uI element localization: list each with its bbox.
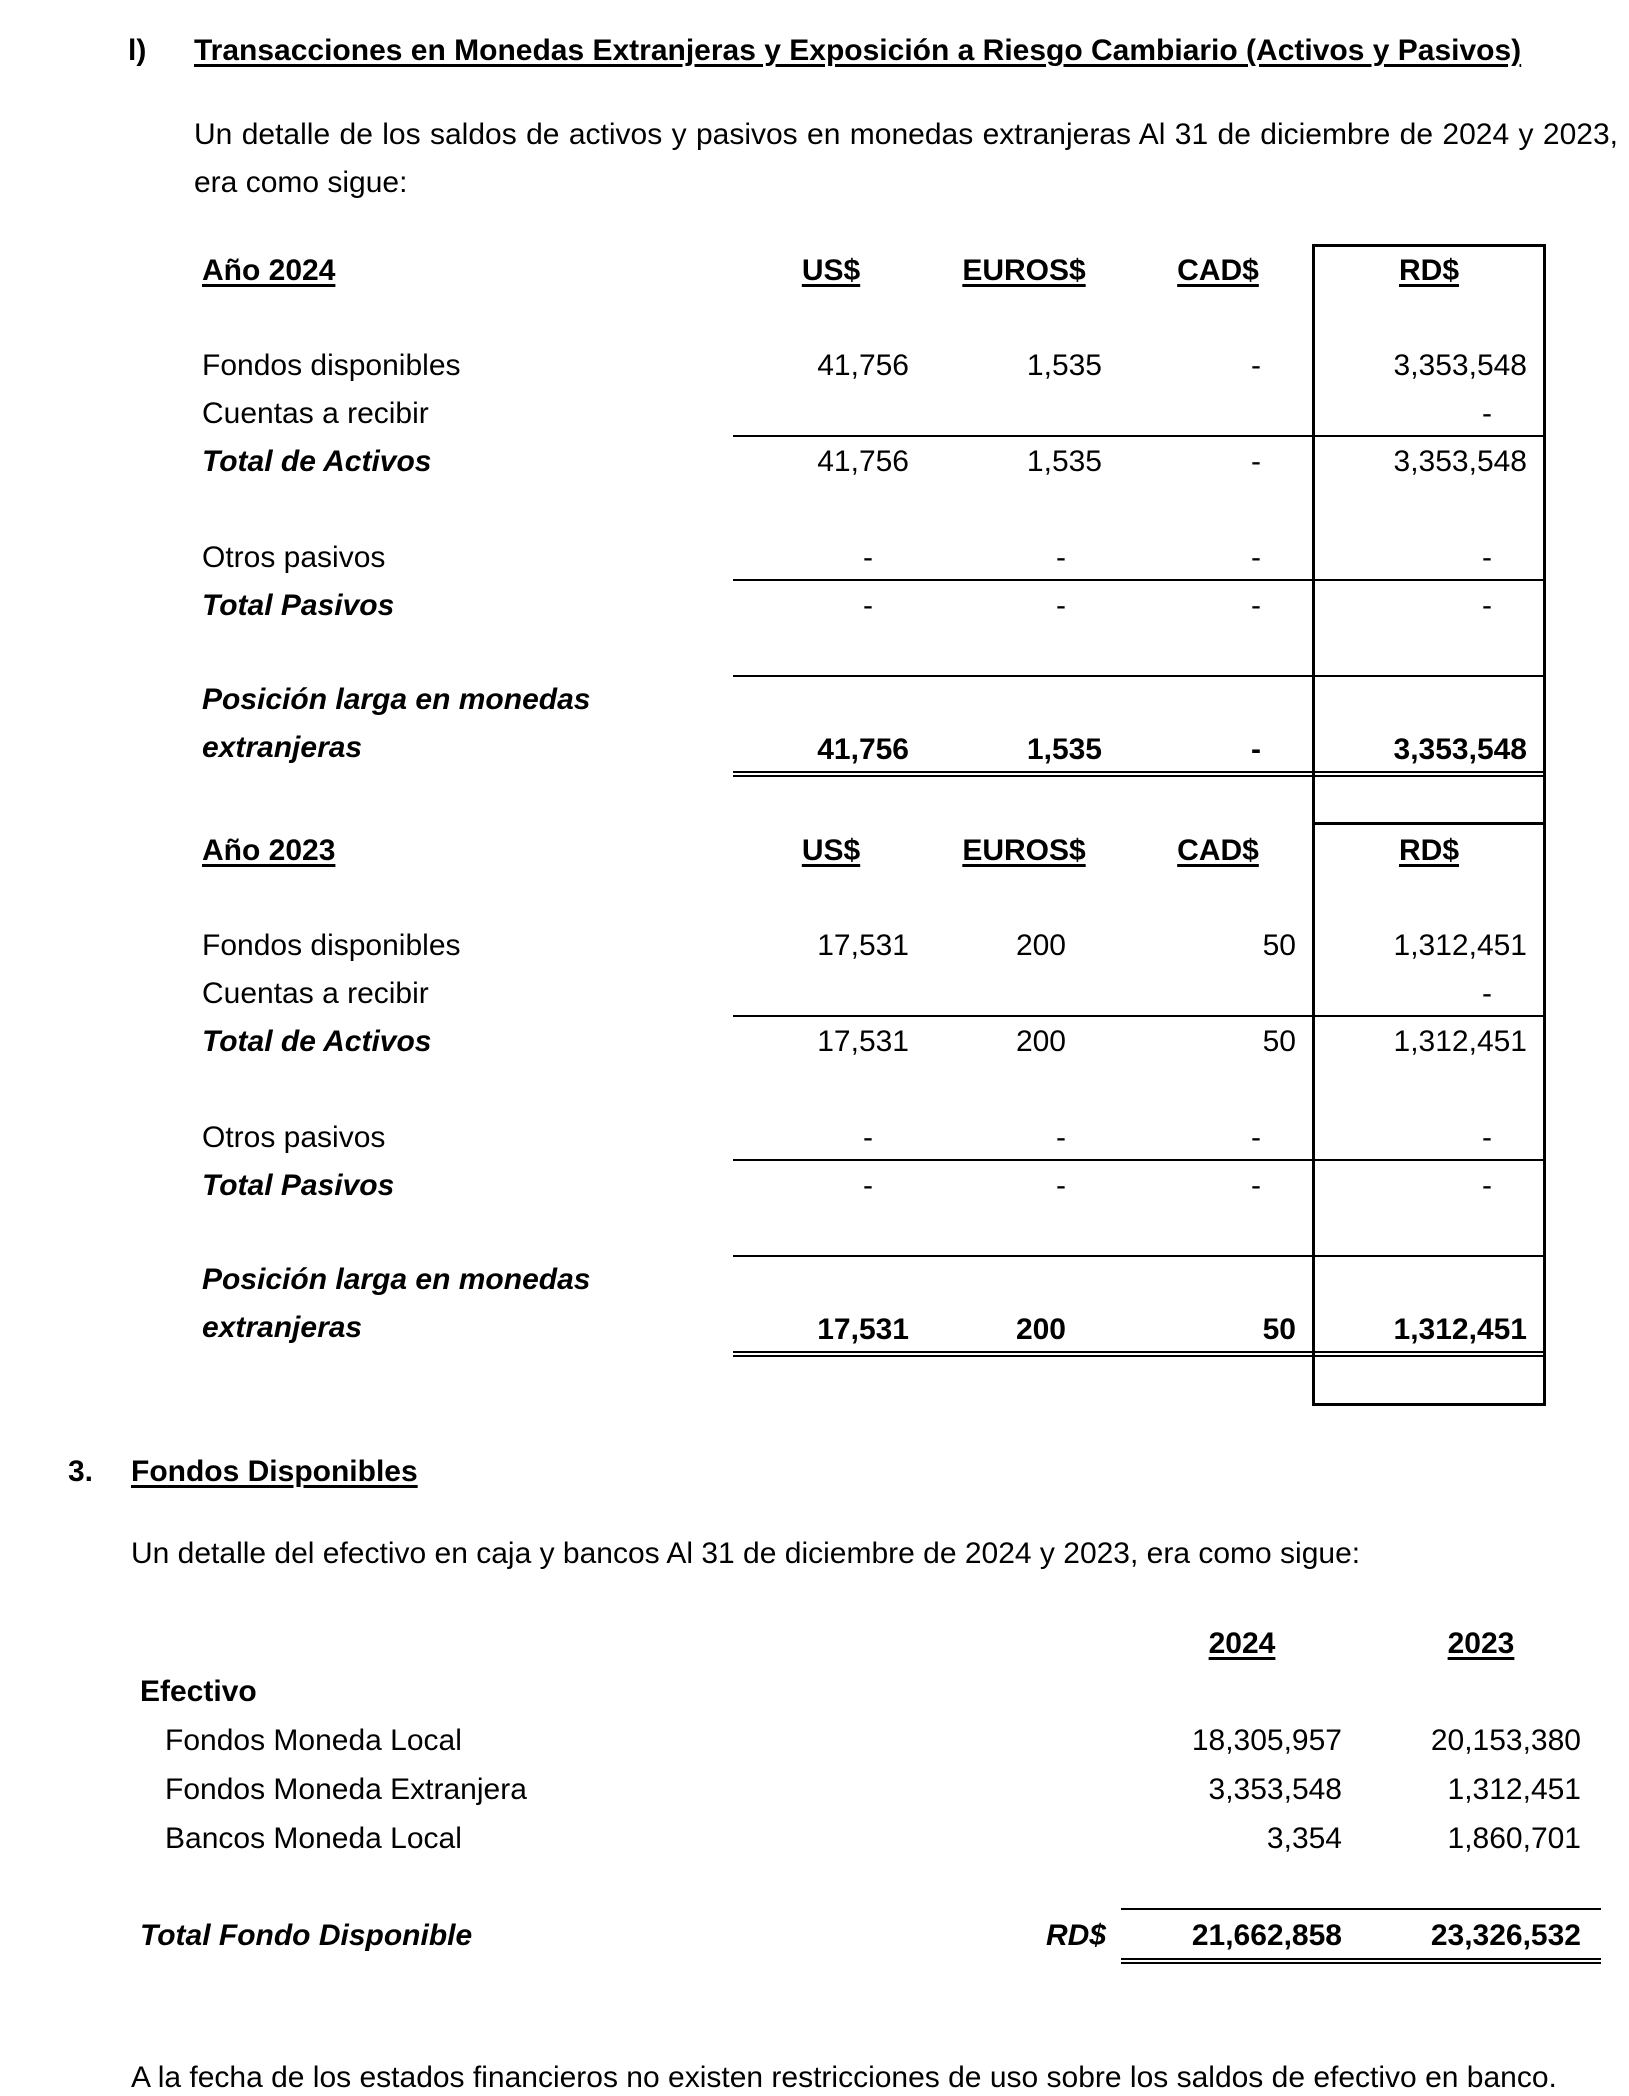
row-label: Fondos Moneda Local <box>165 1724 462 1757</box>
cell-value: - <box>1056 1121 1066 1154</box>
cell-value: 41,756 <box>817 445 909 478</box>
rule <box>733 1255 1543 1257</box>
rd-column-border-right <box>1543 244 1546 1406</box>
cell-value: 50 <box>1262 929 1296 962</box>
row-label: Bancos Moneda Local <box>165 1822 462 1855</box>
header-cad: CAD$ <box>1177 834 1259 867</box>
cell-value: 17,531 <box>817 1025 909 1058</box>
cell-value: 17,531 <box>817 929 909 962</box>
header-rd: RD$ <box>1398 254 1460 287</box>
row-label: extranjeras <box>202 1311 363 1344</box>
rd-column-border-left <box>1312 244 1315 1406</box>
row-label: Fondos Moneda Extranjera <box>165 1773 527 1806</box>
cell-value: - <box>1482 1121 1492 1154</box>
section-number: l) <box>128 34 147 67</box>
total-currency: RD$ <box>1045 1919 1106 1952</box>
cell-value: 1,860,701 <box>1447 1822 1581 1855</box>
row-label: extranjeras <box>202 731 363 764</box>
cell-value: 1,312,451 <box>1393 1025 1527 1058</box>
section-title: Fondos Disponibles <box>131 1455 418 1488</box>
row-label: Total Pasivos <box>202 1169 395 1202</box>
cell-value: - <box>1251 349 1261 382</box>
header-usd: US$ <box>801 834 861 867</box>
header-cad: CAD$ <box>1177 254 1259 287</box>
cell-value: - <box>1251 541 1261 574</box>
row-label: Fondos disponibles <box>202 349 461 382</box>
cell-value: 1,312,451 <box>1447 1773 1581 1806</box>
total-2023: 23,326,532 <box>1430 1919 1581 1952</box>
cell-value: - <box>863 1169 873 1202</box>
cell-value: - <box>1251 1121 1261 1154</box>
header-euros: EUROS$ <box>962 254 1086 287</box>
header-euros: EUROS$ <box>962 834 1086 867</box>
row-label: Cuentas a recibir <box>202 977 429 1010</box>
cell-value: - <box>1482 977 1492 1010</box>
cell-value: 1,312,451 <box>1393 1313 1527 1346</box>
cell-value: 18,305,957 <box>1191 1724 1342 1757</box>
cell-value: 41,756 <box>817 733 909 766</box>
row-label: Total de Activos <box>202 1025 432 1058</box>
double-rule <box>1121 1958 1601 1964</box>
cell-value: 1,535 <box>1026 445 1102 478</box>
cell-value: - <box>1251 445 1261 478</box>
cell-value: 41,756 <box>817 349 909 382</box>
rule <box>733 1015 1543 1017</box>
cell-value: 200 <box>1015 1025 1066 1058</box>
year-2023-title: Año 2023 <box>202 834 336 867</box>
row-label: Total Pasivos <box>202 589 395 622</box>
year-2024-title: Año 2024 <box>202 254 336 287</box>
section-intro: Un detalle del efectivo en caja y bancos Al 31 de diciembre de 2024 y 2023, era como sigue: <box>131 1537 1361 1570</box>
row-label: Fondos disponibles <box>202 929 461 962</box>
cell-value: 1,535 <box>1026 733 1102 766</box>
rule <box>733 1159 1543 1161</box>
cell-value: - <box>1056 1169 1066 1202</box>
cell-value: - <box>1056 589 1066 622</box>
header-rd: RD$ <box>1398 834 1460 867</box>
row-label: Otros pasivos <box>202 1121 386 1154</box>
total-2024: 21,662,858 <box>1191 1919 1342 1952</box>
rd-column-border-bottom <box>1312 1403 1546 1406</box>
row-label: Cuentas a recibir <box>202 397 429 430</box>
cell-value: - <box>863 589 873 622</box>
section-title: Transacciones en Monedas Extranjeras y Exposición a Riesgo Cambiario (Activos y Pasivos) <box>194 34 1522 67</box>
row-label: Total de Activos <box>202 445 432 478</box>
cell-value: 3,353,548 <box>1393 733 1527 766</box>
rule <box>733 435 1543 437</box>
cell-value: 50 <box>1262 1025 1296 1058</box>
cell-value: - <box>1482 589 1492 622</box>
col-header-2023: 2023 <box>1447 1627 1515 1660</box>
total-label: Total Fondo Disponible <box>140 1919 473 1952</box>
rd-column-separator <box>1312 822 1546 825</box>
cell-value: 3,353,548 <box>1393 445 1527 478</box>
cell-value: - <box>1482 541 1492 574</box>
row-label: Posición larga en monedas <box>202 683 591 716</box>
rule <box>733 579 1543 581</box>
cell-value: 200 <box>1015 929 1066 962</box>
rule <box>1121 1908 1601 1910</box>
cell-value: - <box>1482 1169 1492 1202</box>
group-label: Efectivo <box>140 1675 257 1708</box>
cell-value: 200 <box>1015 1313 1066 1346</box>
header-usd: US$ <box>801 254 861 287</box>
section-number: 3. <box>68 1455 94 1488</box>
row-label: Posición larga en monedas <box>202 1263 591 1296</box>
cell-value: - <box>1251 733 1261 766</box>
cell-value: - <box>863 541 873 574</box>
double-rule <box>733 1351 1543 1357</box>
cell-value: 1,312,451 <box>1393 929 1527 962</box>
rd-column-border-top <box>1312 244 1546 247</box>
cell-value: - <box>863 1121 873 1154</box>
cell-value: - <box>1251 589 1261 622</box>
cell-value: 1,535 <box>1026 349 1102 382</box>
footer-note: A la fecha de los estados financieros no existen restricciones de uso sobre los saldos de efectivo en banco. <box>131 2061 1557 2094</box>
cell-value: - <box>1482 397 1492 430</box>
cell-value: - <box>1056 541 1066 574</box>
rule <box>733 675 1543 677</box>
cell-value: 3,353,548 <box>1208 1773 1342 1806</box>
cell-value: 17,531 <box>817 1313 909 1346</box>
cell-value: 3,354 <box>1266 1822 1342 1855</box>
cell-value: 20,153,380 <box>1430 1724 1581 1757</box>
double-rule <box>733 771 1543 777</box>
section-intro: Un detalle de los saldos de activos y pasivos en monedas extranjeras Al 31 de diciembre de 2024 y 2023, era como sigue: <box>194 118 1618 199</box>
cell-value: 3,353,548 <box>1393 349 1527 382</box>
col-header-2024: 2024 <box>1208 1627 1276 1660</box>
cell-value: - <box>1251 1169 1261 1202</box>
cell-value: 50 <box>1262 1313 1296 1346</box>
row-label: Otros pasivos <box>202 541 386 574</box>
